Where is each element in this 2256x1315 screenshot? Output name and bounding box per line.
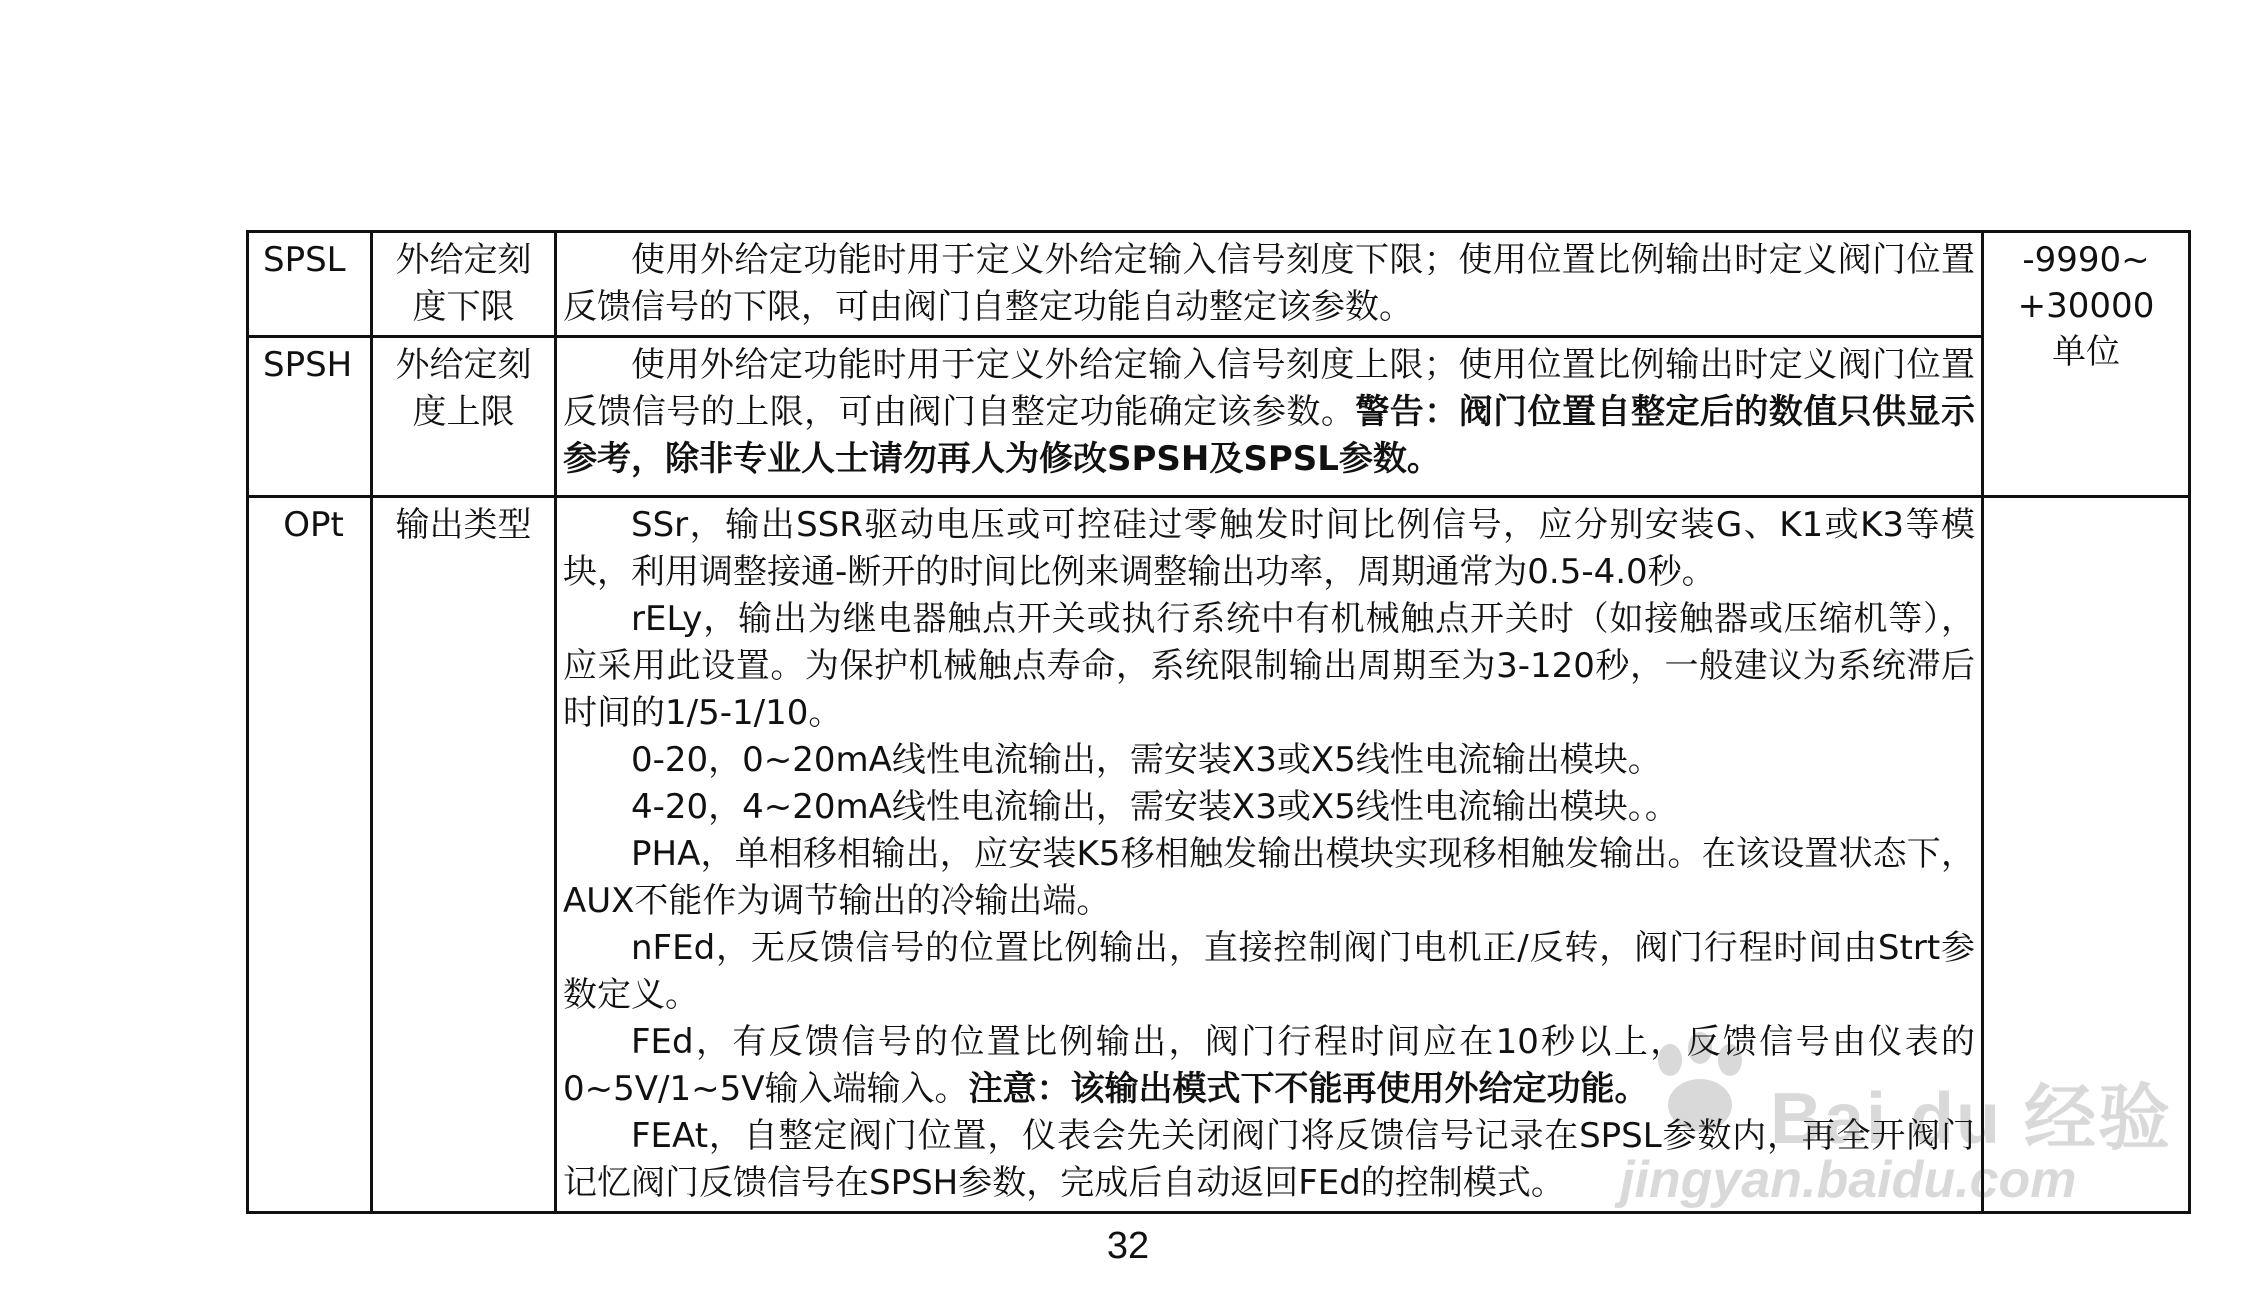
- table-row-spsl: [248, 232, 2190, 337]
- warning-text-spsh: 警告：阀门位置自整定后的数值只供显示参考，除非专业人士请勿再人为修改SPSH及SPSL参数。: [563, 392, 1976, 479]
- param-desc-spsl: [556, 232, 1983, 337]
- opt-para-4-20: 4-20，4~20mA线性电流输出，需安装X3或X5线性电流输出模块。。: [631, 787, 1679, 827]
- opt-para-0-20: 0-20，0~20mA线性电流输出，需安装X3或X5线性电流输出模块。: [631, 740, 1662, 780]
- param-desc-opt: [556, 497, 1983, 1213]
- table-row-opt: [248, 497, 2190, 1213]
- opt-para-feat: FEAt，自整定阀门位置，仪表会先关闭阀门将反馈信号记录在SPSL参数内，再全开阀门记忆阀门反馈信号在SPSH参数，完成后自动返回FEd的控制模式。: [563, 1116, 1975, 1203]
- opt-para-rely: rELy，输出为继电器触点开关或执行系统中有机械触点开关时（如接触器或压缩机等），应采用此设置。为保护机械触点寿命，系统限制输出周期至为3-120秒，一般建议为系统滞后时间的1/5-1/10。: [563, 599, 1975, 733]
- desc-body-spsh: 使用外给定功能时用于定义外给定输入信号刻度上限；使用位置比例输出时定义阀门位置反馈信号的上限，可由阀门自整定功能确定该参数。: [563, 345, 1975, 432]
- fed-note: 注意：该输出模式下不能再使用外给定功能。: [968, 1069, 1649, 1109]
- param-desc-spsh: [556, 337, 1983, 497]
- param-code-spsh: SPSH: [248, 337, 372, 497]
- range-unit: 单位: [2052, 332, 2120, 372]
- parameter-table: [246, 230, 2191, 1214]
- desc-text-spsh: [563, 342, 1975, 483]
- watermark-brand: Bai du 经验: [1770, 1079, 2173, 1159]
- opt-para-fed: [563, 1019, 1975, 1113]
- desc-text-spsl: 使用外给定功能时用于定义外给定输入信号刻度下限；使用位置比例输出时定义阀门位置反馈信号的下限，可由阀门自整定功能自动整定该参数。: [563, 240, 1975, 327]
- param-range: [1983, 232, 2190, 497]
- watermark-url: jingyan.baidu.com: [1620, 1151, 2077, 1209]
- param-code-opt: OPt: [248, 497, 372, 1213]
- param-range-opt-empty: [1983, 497, 2190, 1213]
- page-number: 32: [1106, 1225, 1150, 1267]
- table-row-spsh: [248, 337, 2190, 497]
- opt-para-nfed: nFEd，无反馈信号的位置比例输出，直接控制阀门电机正/反转，阀门行程时间由Strt参数定义。: [563, 928, 1975, 1015]
- param-code-spsl: SPSL: [248, 232, 372, 337]
- range-min: -9990~: [2022, 240, 2150, 280]
- opt-para-pha: PHA，单相移相输出，应安装K5移相触发输出模块实现移相触发输出。在该设置状态下，AUX不能作为调节输出的冷输出端。: [563, 834, 1975, 921]
- param-name-opt: 输出类型: [372, 497, 556, 1213]
- range-max: +30000: [2017, 286, 2155, 326]
- fed-text: FEd，有反馈信号的位置比例输出，阀门行程时间应在10秒以上，反馈信号由仪表的0~5V/1~5V输入端输入。: [563, 1022, 1975, 1109]
- param-name-spsh: 外给定刻度上限: [372, 337, 556, 497]
- opt-para-ssr: SSr，输出SSR驱动电压或可控硅过零触发时间比例信号，应分别安装G、K1或K3等模块，利用调整接通-断开的时间比例来调整输出功率，周期通常为0.5-4.0秒。: [563, 505, 1975, 592]
- param-name-spsl: 外给定刻度下限: [372, 232, 556, 337]
